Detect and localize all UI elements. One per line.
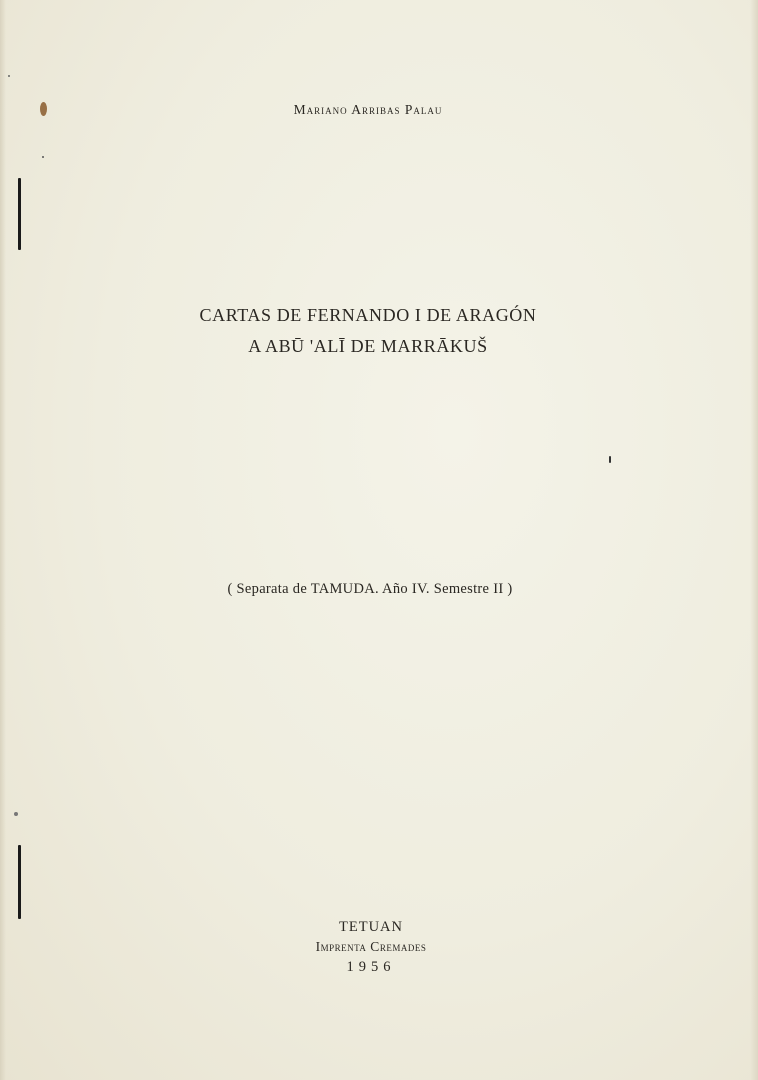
- imprint-year: 1956: [346, 959, 396, 975]
- paper-speck: [42, 156, 44, 158]
- staple-top: [18, 178, 21, 250]
- imprint-city: TETUAN: [339, 919, 403, 935]
- paper-speck: [8, 75, 10, 77]
- document-title: [0, 300, 736, 362]
- author-name: Mariano Arribas Palau: [293, 102, 443, 117]
- page-edge-shadow: [750, 0, 758, 1080]
- paper-speck: [609, 456, 611, 463]
- title-line-1: CARTAS DE FERNANDO I DE ARAGÓN: [199, 305, 537, 325]
- imprint-press: Imprenta Cremades: [315, 939, 427, 954]
- title-line-2: A ABŪ 'ALĪ DE MARRĀKUŠ: [248, 336, 488, 356]
- imprint-block: [0, 917, 742, 977]
- staple-bottom: [18, 845, 21, 919]
- separata-note: ( Separata de TAMUDA. Año IV. Semestre II ): [227, 581, 513, 597]
- paper-speck: [14, 812, 18, 816]
